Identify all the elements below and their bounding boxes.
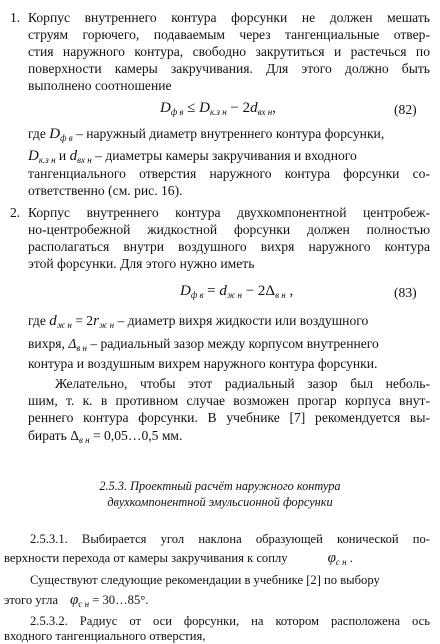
recs-line-1: Существуют следующие рекомендации в учебнике [2] по выбору <box>30 573 380 587</box>
formula-83: $D_{ф в} = d_{ж н} - 2\Delta_{в н}$ , <box>180 283 294 300</box>
item1-line-1: Корпус внутреннего контура форсунки не должен мешать <box>28 10 430 25</box>
recs-line-2: этого угла $\varphi_{с н}$ = 30…85°. <box>4 592 149 609</box>
item2-line-1: Корпус внутреннего контура двухкомпонентной центробеж- <box>28 205 430 220</box>
item1-line-4: поверхности камеры закручивания. Для этого должно быть <box>28 61 430 76</box>
equation-number-83: (83) <box>394 285 417 300</box>
equation-number-82: (82) <box>394 102 417 117</box>
item2-para-line-1: Желательно, чтобы этот радиальный зазор был неболь- <box>55 376 430 391</box>
item1-line-5: выполнено соотношение <box>28 78 172 93</box>
section-title-line-2: двухкомпонентной эмульсионной форсунки <box>107 495 333 509</box>
p2532-line-1: 2.5.3.2. Радиус от оси форсунки, на котором расположена ось <box>30 614 430 628</box>
item2-last-line: бирать $\Delta_{в н}$ = 0,05…0,5 мм. <box>28 428 183 445</box>
section-title-line-1: 2.5.3. Проектный расчёт наружного контура <box>99 479 341 493</box>
item1-where-2: $D_{к.з н}$ и $d_{вх н}$ – диаметры камеры закручивания и входного <box>28 148 357 165</box>
list-number-2: 2. <box>10 205 21 220</box>
item2-kontura-line: контура и воздушным вихрем наружного контура форсунки. <box>28 356 378 371</box>
item1-where-1: где $D_{ф в}$ – наружный диаметр внутреннего контура форсунки, <box>28 126 385 143</box>
item2-where: где $d_{ж н} = 2r_{ж н}$ – диаметр вихря жидкости или воздушного <box>28 313 369 330</box>
p2531-line-1: 2.5.3.1. Выбирается угол наклона образующей конической по- <box>30 532 430 546</box>
item2-para-line-3: реннего контура форсунки. В учебнике [7] рекомендуется вы- <box>28 410 430 425</box>
p2532-line-2: входного тангенциального отверстия, <box>4 629 206 643</box>
list-number-1: 1. <box>10 10 21 25</box>
item2-para-line-2: шим, т. к. в противном случае возможен прогар корпуса внут- <box>28 393 430 408</box>
formula-82: $D_{ф в} \le D_{к.з н} - 2d_{вх н}$, <box>160 100 276 117</box>
item2-line-2: но-центробежной жидкостной форсунки должен полностью <box>28 222 430 237</box>
item1-after-1: тангенциального отверстия наружного контура форсунки со- <box>28 166 430 181</box>
item2-line-4: этой форсунки. Для этого нужно иметь <box>28 256 255 271</box>
item2-line-3: располагаться внутри воздушного вихря наружного контура <box>28 239 430 254</box>
p2531-line-2: верхности перехода от камеры закручивания к соплу $\varphi_{с н}$ . <box>4 550 353 567</box>
item2-vikhr-line: вихря, $\Delta_{в н}$ – радиальный зазор между корпусом внутреннего <box>28 336 379 353</box>
item1-line-2: струям горючего, подаваемым через тангенциальные отвер- <box>28 27 430 42</box>
item1-after-2: ответственно (см. рис. 16). <box>28 183 183 198</box>
item1-line-3: стия наружного контура, свободно закрутиться и растечься по <box>28 44 430 59</box>
